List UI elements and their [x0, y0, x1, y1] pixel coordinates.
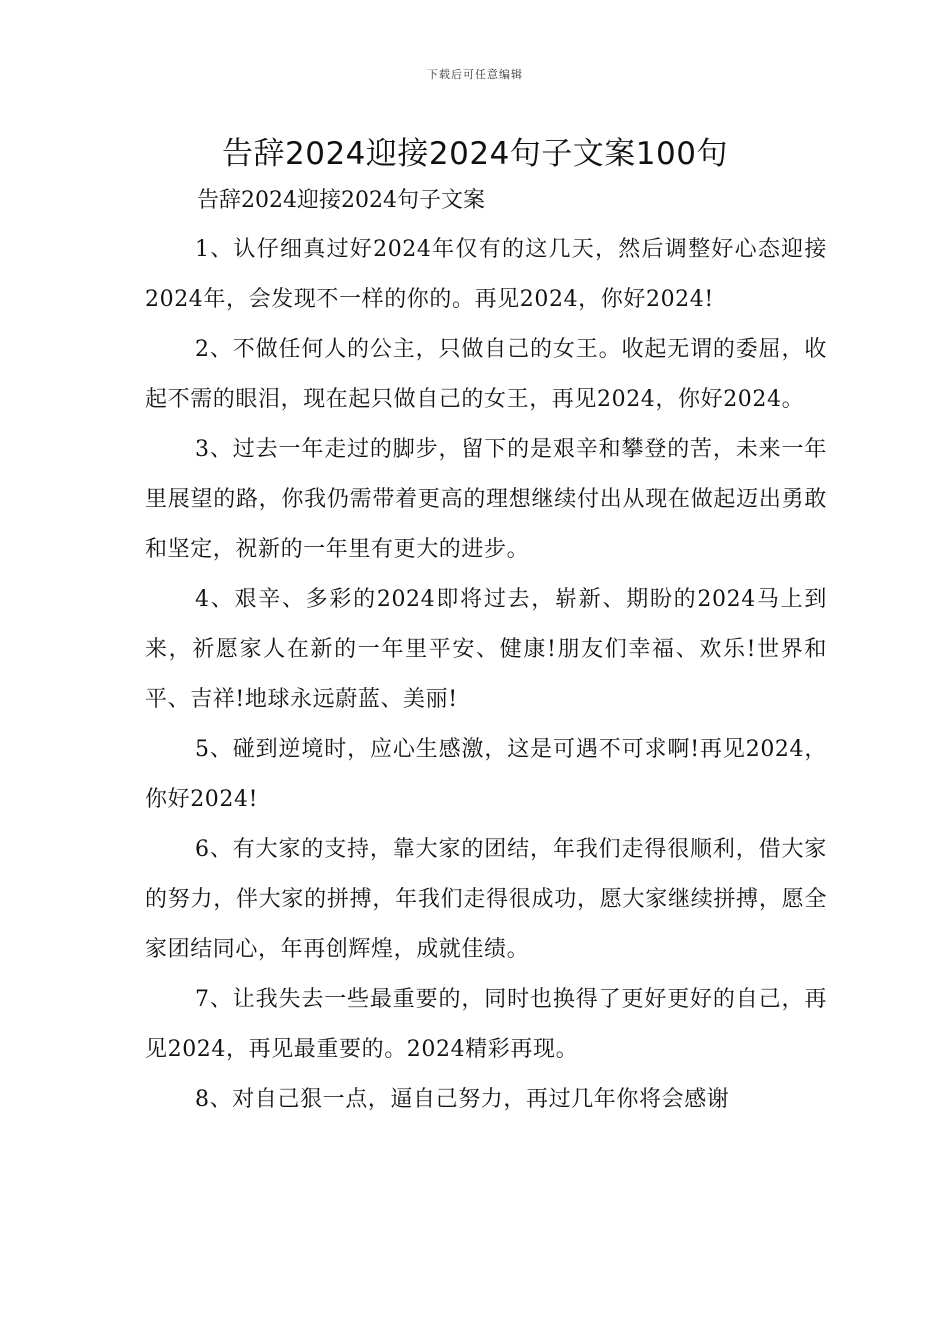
paragraph-5: 5、碰到逆境时，应心生感激，这是可遇不可求啊!再见2024，你好2024! [145, 737, 827, 812]
document-title: 告辞2024迎接2024句子文案100句 [222, 136, 728, 172]
paragraph-7: 7、让我失去一些最重要的，同时也换得了更好更好的自己，再见2024，再见最重要的。2024精彩再现。 [145, 987, 827, 1062]
paragraph-8: 8、对自己狠一点，逼自己努力，再过几年你将会感谢 [195, 1087, 730, 1112]
document-subtitle: 告辞2024迎接2024句子文案 [197, 188, 485, 213]
paragraph-4: 4、艰辛、多彩的2024即将过去，崭新、期盼的2024马上到来，祈愿家人在新的一年里平安、健康!朋友们幸福、欢乐!世界和平、吉祥!地球永远蔚蓝、美丽! [145, 587, 827, 712]
body-text [145, 225, 827, 1125]
paragraph-3: 3、过去一年走过的脚步，留下的是艰辛和攀登的苦，未来一年里展望的路，你我仍需带着更高的理想继续付出从现在做起迈出勇敢和坚定，祝新的一年里有更大的进步。 [145, 437, 827, 562]
header-note: 下载后可任意编辑 [427, 68, 523, 81]
paragraph-2: 2、不做任何人的公主，只做自己的女王。收起无谓的委屈，收起不需的眼泪，现在起只做自己的女王，再见2024，你好2024。 [145, 337, 827, 412]
paragraph-6: 6、有大家的支持，靠大家的团结，年我们走得很顺利，借大家的努力，伴大家的拼搏，年我们走得很成功，愿大家继续拼搏，愿全家团结同心，年再创辉煌，成就佳绩。 [145, 837, 827, 962]
paragraph-1: 1、认仔细真过好2024年仅有的这几天，然后调整好心态迎接2024年，会发现不一样的你的。再见2024，你好2024! [145, 237, 827, 312]
